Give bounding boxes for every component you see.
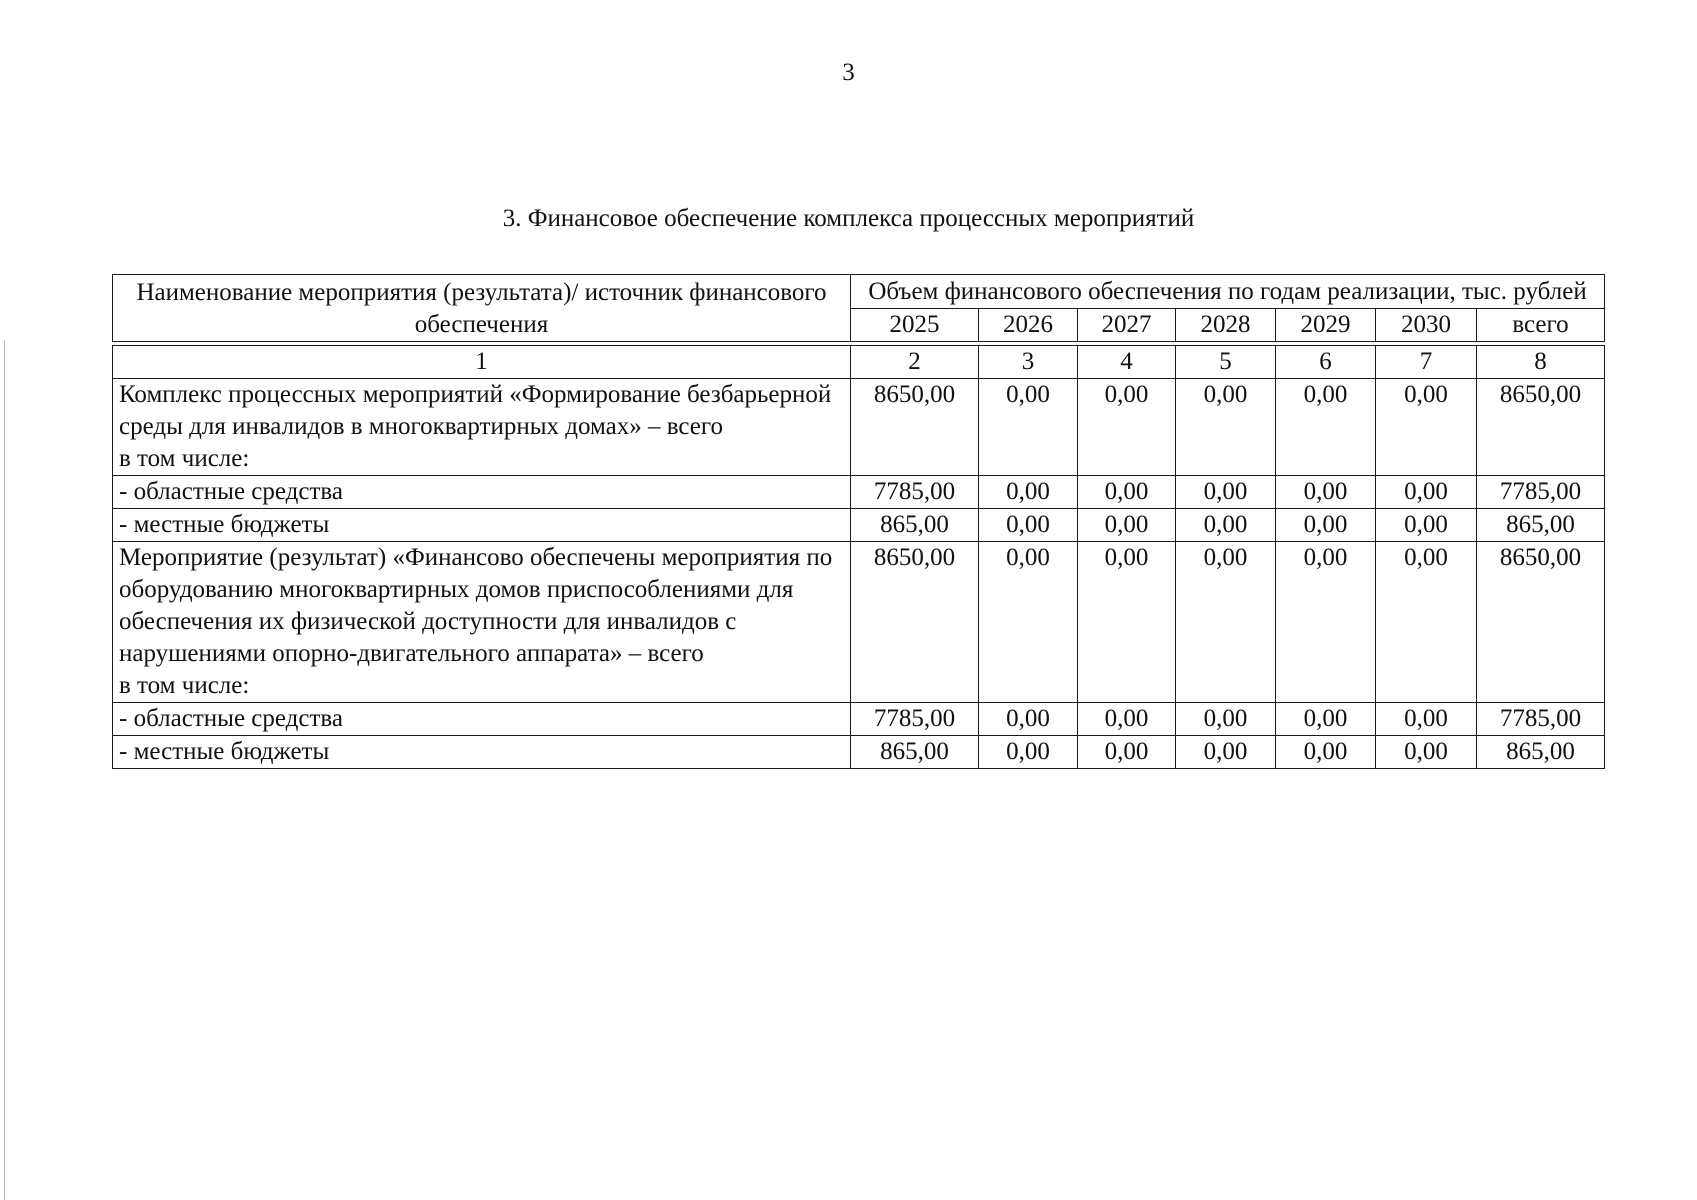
cell-2025: 8650,00 [851,379,979,476]
cell-2027: 0,00 [1078,542,1176,703]
header-year-2029: 2029 [1276,309,1376,342]
table-row [113,379,1605,476]
column-number: 8 [1477,346,1605,379]
column-number-row [113,346,1605,379]
column-number: 3 [979,346,1078,379]
cell-2027: 0,00 [1078,476,1176,509]
cell-2029: 0,00 [1276,703,1376,736]
cell-total: 865,00 [1477,736,1605,769]
cell-2026: 0,00 [979,476,1078,509]
cell-2030: 0,00 [1376,703,1477,736]
header-year-2028: 2028 [1176,309,1276,342]
column-number: 4 [1078,346,1176,379]
column-number: 1 [113,346,851,379]
cell-2028: 0,00 [1176,379,1276,476]
column-number: 7 [1376,346,1477,379]
table-row [113,509,1605,542]
table-row [113,542,1605,703]
column-number: 5 [1176,346,1276,379]
cell-2028: 0,00 [1176,703,1276,736]
header-name-column: Наименование мероприятия (результата)/ источник финансового обеспечения [113,275,851,342]
column-number: 2 [851,346,979,379]
scan-edge-line [4,340,5,1200]
table-row [113,476,1605,509]
cell-2030: 0,00 [1376,542,1477,703]
table-row [113,736,1605,769]
cell-2028: 0,00 [1176,509,1276,542]
cell-2029: 0,00 [1276,736,1376,769]
cell-2026: 0,00 [979,542,1078,703]
cell-2025: 865,00 [851,509,979,542]
cell-2029: 0,00 [1276,476,1376,509]
cell-2025: 8650,00 [851,542,979,703]
cell-total: 8650,00 [1477,542,1605,703]
cell-2029: 0,00 [1276,542,1376,703]
cell-2030: 0,00 [1376,476,1477,509]
header-total: всего [1477,309,1605,342]
cell-2028: 0,00 [1176,542,1276,703]
row-label-regional-funds: - областные средства [113,476,851,509]
cell-2027: 0,00 [1078,703,1176,736]
section-title: 3. Финансовое обеспечение комплекса процессных мероприятий [502,205,1195,232]
cell-2027: 0,00 [1078,736,1176,769]
cell-2026: 0,00 [979,703,1078,736]
header-year-2025: 2025 [851,309,979,342]
page-number: 3 [842,59,855,86]
row-label-measure-total: Мероприятие (результат) «Финансово обеспечены мероприятия по оборудованию многоквартирных домов приспособлениями для обеспечения их физической доступности для инвалидов с нарушениями опорно-двигательного аппарата» – всего в том числе: [113,542,851,703]
cell-2025: 865,00 [851,736,979,769]
cell-2028: 0,00 [1176,736,1276,769]
row-label-complex-total: Комплекс процессных мероприятий «Формирование безбарьерной среды для инвалидов в многоквартирных домах» – всего в том числе: [113,379,851,476]
cell-2029: 0,00 [1276,509,1376,542]
cell-2025: 7785,00 [851,703,979,736]
cell-total: 7785,00 [1477,703,1605,736]
cell-total: 7785,00 [1477,476,1605,509]
table-row [113,703,1605,736]
cell-2028: 0,00 [1176,476,1276,509]
header-year-2027: 2027 [1078,309,1176,342]
cell-2030: 0,00 [1376,736,1477,769]
row-label-regional-funds: - областные средства [113,703,851,736]
cell-total: 865,00 [1477,509,1605,542]
cell-2026: 0,00 [979,379,1078,476]
cell-2027: 0,00 [1078,379,1176,476]
cell-total: 8650,00 [1477,379,1605,476]
financing-table [112,274,1605,769]
cell-2030: 0,00 [1376,379,1477,476]
cell-2026: 0,00 [979,509,1078,542]
header-year-2026: 2026 [979,309,1078,342]
row-label-local-budgets: - местные бюджеты [113,509,851,542]
cell-2025: 7785,00 [851,476,979,509]
column-number: 6 [1276,346,1376,379]
cell-2030: 0,00 [1376,509,1477,542]
cell-2026: 0,00 [979,736,1078,769]
row-label-local-budgets: - местные бюджеты [113,736,851,769]
cell-2027: 0,00 [1078,509,1176,542]
cell-2029: 0,00 [1276,379,1376,476]
header-volume-column: Объем финансового обеспечения по годам реализации, тыс. рублей [851,275,1605,309]
header-year-2030: 2030 [1376,309,1477,342]
